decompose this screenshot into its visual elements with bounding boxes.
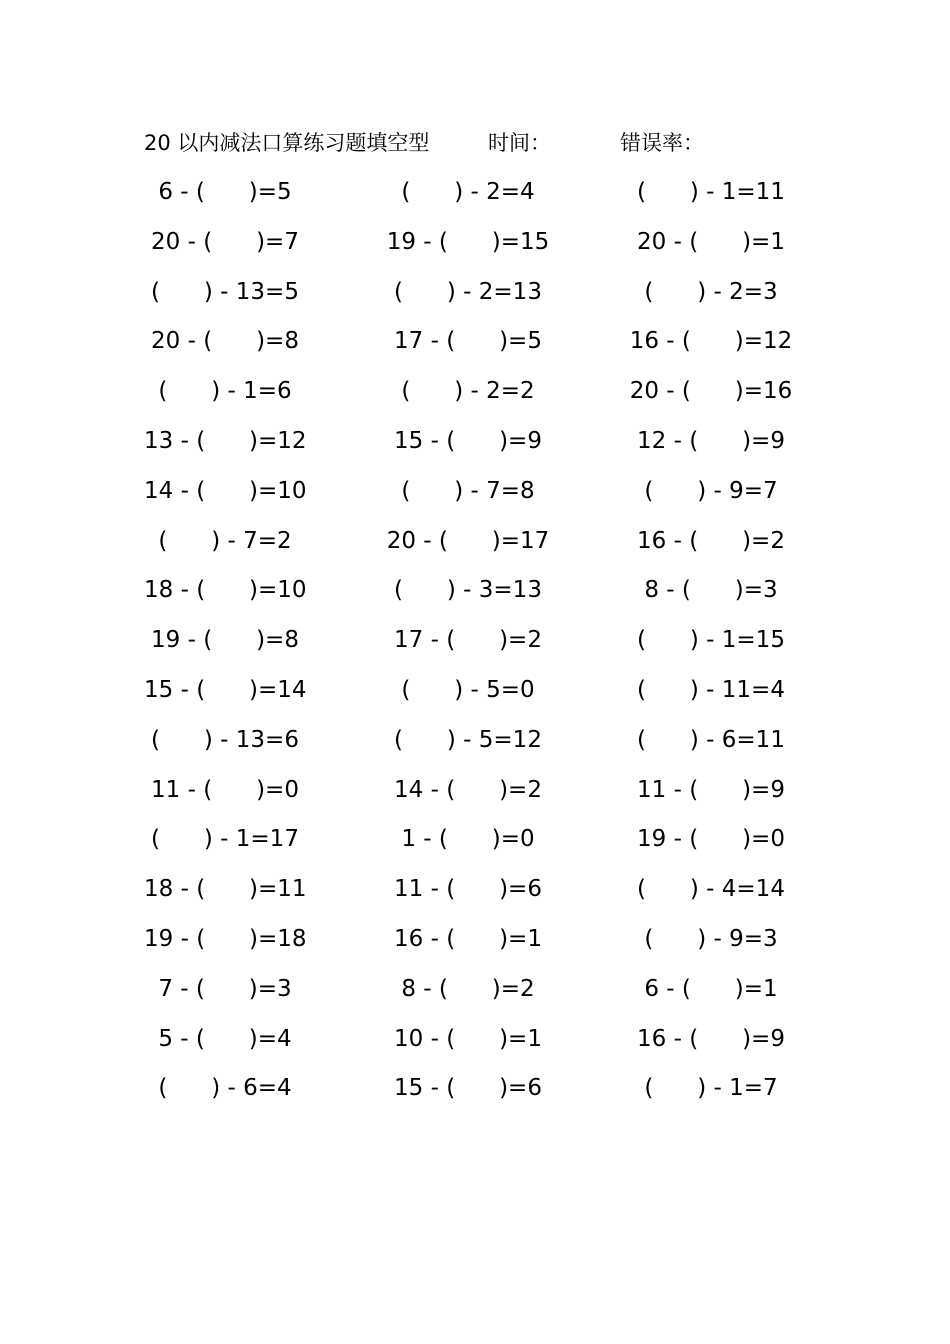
problem-text: ( ) - 3=13 (394, 577, 542, 604)
subtraction-problem (626, 174, 796, 210)
subtraction-problem (626, 622, 796, 658)
problem-text: ( ) - 9=7 (644, 477, 778, 504)
problem-row (0, 224, 950, 274)
subtraction-problem (626, 1070, 796, 1106)
subtraction-problem (144, 523, 306, 559)
subtraction-problem (144, 772, 306, 808)
problem-row (0, 772, 950, 822)
problem-row (0, 323, 950, 373)
subtraction-problem (626, 1021, 796, 1057)
subtraction-problem (144, 821, 306, 857)
problem-row (0, 871, 950, 921)
problem-text: 8 - ( )=2 (401, 975, 535, 1002)
problem-text: 16 - ( )=9 (637, 1025, 785, 1052)
subtraction-problem (384, 1021, 552, 1057)
time-label: 时间： (488, 131, 551, 155)
problem-row (0, 572, 950, 622)
subtraction-problem (144, 921, 306, 957)
problem-text: 20 - ( )=8 (151, 328, 299, 355)
subtraction-problem (384, 971, 552, 1007)
problem-text: 20 - ( )=1 (637, 228, 785, 255)
subtraction-problem (384, 722, 552, 758)
problem-row (0, 821, 950, 871)
subtraction-problem (144, 423, 306, 459)
subtraction-problem (626, 523, 796, 559)
problem-text: ( ) - 1=15 (637, 627, 785, 654)
problem-text: 15 - ( )=6 (394, 1075, 542, 1102)
subtraction-problem (144, 1021, 306, 1057)
problem-text: 19 - ( )=18 (144, 925, 307, 952)
problem-row (0, 473, 950, 523)
subtraction-problem (384, 224, 552, 260)
problem-text: ( ) - 5=0 (401, 676, 535, 703)
problem-text: 16 - ( )=2 (637, 527, 785, 554)
subtraction-problem (384, 871, 552, 907)
problem-row (0, 622, 950, 672)
problem-row (0, 274, 950, 324)
problem-row (0, 672, 950, 722)
problem-text: 6 - ( )=1 (644, 975, 778, 1002)
problem-text: 18 - ( )=10 (144, 577, 307, 604)
problem-text: ( ) - 2=13 (394, 278, 542, 305)
problem-text: ( ) - 13=5 (151, 278, 299, 305)
problem-text: 13 - ( )=12 (144, 427, 307, 454)
subtraction-problem (626, 473, 796, 509)
problem-text: 18 - ( )=11 (144, 876, 307, 903)
problem-row (0, 971, 950, 1021)
problem-text: 5 - ( )=4 (158, 1025, 292, 1052)
subtraction-problem (626, 722, 796, 758)
problem-text: ( ) - 7=2 (158, 527, 292, 554)
subtraction-problem (384, 174, 552, 210)
problem-text: 19 - ( )=0 (637, 826, 785, 853)
subtraction-problem (626, 224, 796, 260)
error-rate-label: 错误率： (620, 131, 704, 155)
problem-text: ( ) - 9=3 (644, 925, 778, 952)
problem-text: ( ) - 7=8 (401, 477, 535, 504)
subtraction-problem (144, 871, 306, 907)
problem-text: 16 - ( )=1 (394, 925, 542, 952)
problem-text: ( ) - 6=4 (158, 1075, 292, 1102)
problem-text: ( ) - 2=4 (401, 179, 535, 205)
subtraction-problem (626, 921, 796, 957)
problem-text: 11 - ( )=6 (394, 876, 542, 903)
subtraction-problem (384, 772, 552, 808)
problem-text: 8 - ( )=3 (644, 577, 778, 604)
problem-text: ( ) - 6=11 (637, 726, 785, 753)
problem-text: 20 - ( )=17 (386, 527, 550, 554)
subtraction-problem (384, 672, 552, 708)
problem-text: 20 - ( )=16 (629, 378, 793, 405)
subtraction-problem (144, 174, 306, 210)
subtraction-problem (144, 274, 306, 310)
problem-text: 20 - ( )=7 (151, 228, 299, 255)
subtraction-problem (144, 622, 306, 658)
problem-text: ( ) - 2=3 (644, 278, 778, 305)
problem-text: 15 - ( )=14 (144, 676, 307, 703)
subtraction-problem (626, 572, 796, 608)
problem-text: 10 - ( )=1 (394, 1025, 542, 1052)
problem-text: 6 - ( )=5 (158, 179, 292, 205)
subtraction-problem (384, 821, 552, 857)
subtraction-problem (384, 423, 552, 459)
subtraction-problem (384, 572, 552, 608)
subtraction-problem (144, 373, 306, 409)
subtraction-problem (144, 323, 306, 359)
subtraction-problem (626, 772, 796, 808)
problem-text: ( ) - 1=11 (637, 179, 785, 205)
subtraction-problem (144, 572, 306, 608)
subtraction-problem (626, 423, 796, 459)
subtraction-problem (626, 323, 796, 359)
subtraction-problem (626, 274, 796, 310)
subtraction-problem (384, 373, 552, 409)
problem-row (0, 174, 950, 224)
subtraction-problem (384, 523, 552, 559)
subtraction-problem (626, 971, 796, 1007)
problem-text: ( ) - 5=12 (394, 726, 542, 753)
problem-text: 7 - ( )=3 (158, 975, 292, 1002)
problem-text: 19 - ( )=15 (386, 228, 550, 255)
subtraction-problem (144, 672, 306, 708)
subtraction-problem (144, 473, 306, 509)
problem-text: 16 - ( )=12 (629, 328, 793, 355)
problem-text: ( ) - 1=6 (158, 378, 292, 405)
subtraction-problem (626, 373, 796, 409)
problem-row (0, 1021, 950, 1071)
problem-text: ( ) - 1=7 (644, 1075, 778, 1102)
problem-text: ( ) - 11=4 (637, 676, 785, 703)
problem-text: ( ) - 13=6 (151, 726, 299, 753)
problem-text: ( ) - 4=14 (637, 876, 785, 903)
subtraction-problem (144, 224, 306, 260)
problem-text: 14 - ( )=10 (144, 477, 307, 504)
problem-row (0, 523, 950, 573)
problem-row (0, 423, 950, 473)
problem-text: ( ) - 1=17 (151, 826, 299, 853)
problem-text: 11 - ( )=0 (151, 776, 299, 803)
subtraction-problem (384, 473, 552, 509)
subtraction-problem (384, 274, 552, 310)
problem-row (0, 921, 950, 971)
worksheet-header (0, 126, 950, 160)
problem-text: 17 - ( )=5 (394, 328, 542, 355)
subtraction-problem (626, 821, 796, 857)
problem-text: 19 - ( )=8 (151, 627, 299, 654)
worksheet-title: 20 以内减法口算练习题填空型 (144, 131, 430, 155)
problem-text: 15 - ( )=9 (394, 427, 542, 454)
problem-text: 17 - ( )=2 (394, 627, 542, 654)
problem-text: ( ) - 2=2 (401, 378, 535, 405)
subtraction-problem (384, 622, 552, 658)
subtraction-problem (384, 921, 552, 957)
problem-grid (0, 174, 950, 1120)
problem-row (0, 373, 950, 423)
problem-text: 14 - ( )=2 (394, 776, 542, 803)
subtraction-problem (626, 871, 796, 907)
subtraction-problem (384, 323, 552, 359)
subtraction-problem (144, 1070, 306, 1106)
subtraction-problem (384, 1070, 552, 1106)
problem-text: 11 - ( )=9 (637, 776, 785, 803)
problem-text: 12 - ( )=9 (637, 427, 785, 454)
subtraction-problem (144, 971, 306, 1007)
subtraction-problem (626, 672, 796, 708)
subtraction-problem (144, 722, 306, 758)
problem-row (0, 1070, 950, 1120)
problem-row (0, 722, 950, 772)
problem-text: 1 - ( )=0 (401, 826, 535, 853)
